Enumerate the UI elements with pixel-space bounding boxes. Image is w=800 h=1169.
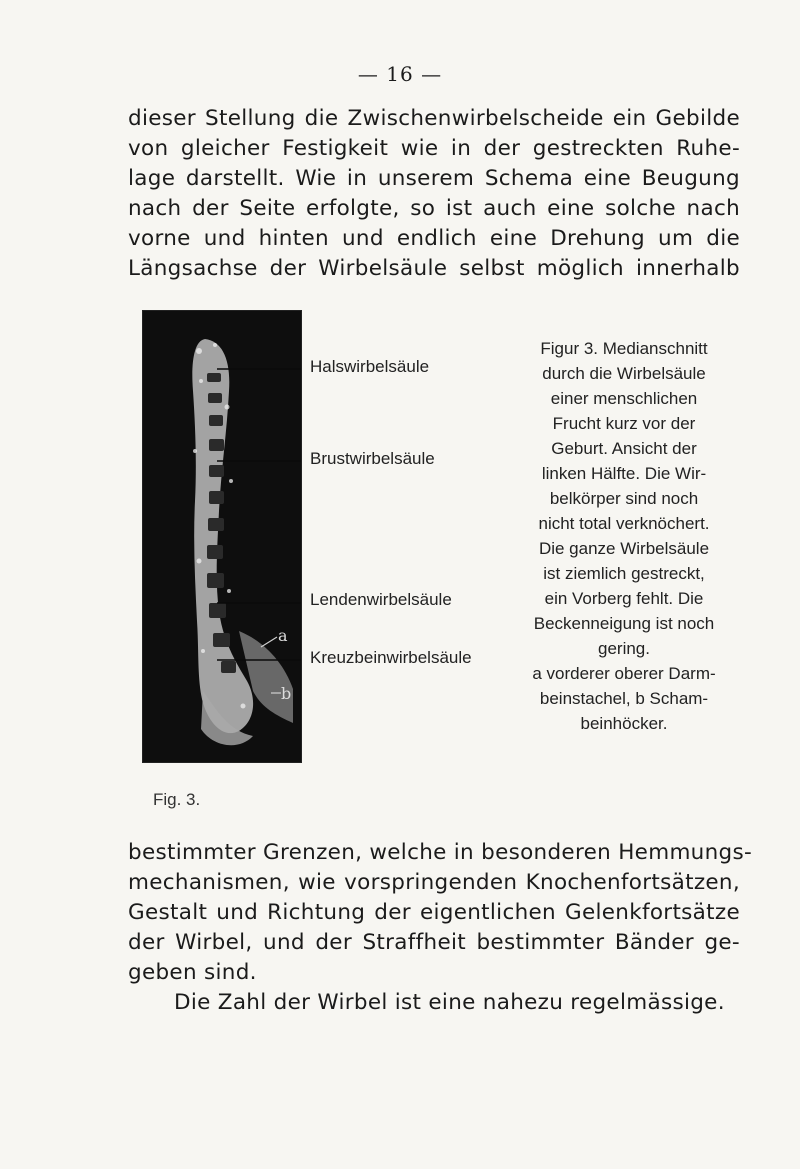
- label-lumbar: Lendenwirbelsäule: [310, 590, 452, 609]
- text-line: Gestalt und Richtung der eigentlichen Gelenkfortsätze: [128, 900, 740, 925]
- spine-illustration: [143, 311, 301, 762]
- caption-line: gering.: [598, 639, 650, 658]
- text-line: der Wirbel, und der Straffheit bestimmter Bänder ge-: [128, 930, 740, 955]
- text-line: dieser Stellung die Zwischenwirbelscheide ein Gebilde: [128, 106, 740, 131]
- figure-caption: [508, 336, 740, 736]
- figure-label: Fig. 3.: [153, 790, 201, 809]
- caption-line: beinstachel, b Scham-: [539, 689, 709, 708]
- text-line: geben sind.: [128, 960, 257, 985]
- caption-line: ist ziemlich gestreckt,: [543, 564, 705, 583]
- caption-line: ein Vorberg fehlt. Die: [544, 589, 704, 608]
- text-line-indented: Die Zahl der Wirbel ist eine nahezu regelmässige.: [174, 990, 725, 1015]
- paragraph-bottom: [128, 838, 753, 1018]
- caption-line: Beckenneigung ist noch: [533, 614, 715, 633]
- caption-line: nicht total verknöchert.: [538, 514, 710, 533]
- caption-line: Figur 3. Medianschnitt: [540, 339, 708, 358]
- caption-line: Geburt. Ansicht der: [551, 439, 697, 458]
- label-thoracic: Brustwirbelsäule: [310, 449, 435, 468]
- caption-line: beinhöcker.: [580, 714, 668, 733]
- text-line: nach der Seite erfolgte, so ist auch eine solche nach: [128, 196, 740, 221]
- label-cervical: Halswirbelsäule: [310, 357, 430, 376]
- mark-a: a: [278, 626, 288, 645]
- caption-line: Frucht kurz vor der: [552, 414, 696, 433]
- text-line: vorne und hinten und endlich eine Drehung um die: [128, 226, 740, 251]
- paragraph-top: [128, 104, 740, 284]
- caption-line: einer menschlichen: [550, 389, 698, 408]
- caption-line: belkörper sind noch: [549, 489, 699, 508]
- spine-figure: [142, 310, 302, 763]
- mark-b: b: [281, 684, 292, 703]
- text-line: Längsachse der Wirbelsäule selbst möglich innerhalb: [128, 256, 740, 281]
- text-line: bestimmter Grenzen, welche in besonderen Hemmungs-: [128, 840, 753, 865]
- caption-line: a vorderer oberer Darm-: [532, 664, 716, 683]
- spine-photo: [142, 310, 302, 763]
- page-number: — 16 —: [357, 62, 443, 86]
- caption-line: Die ganze Wirbelsäule: [538, 539, 710, 558]
- label-sacral: Kreuzbeinwirbelsäule: [310, 648, 472, 667]
- caption-line: linken Hälfte. Die Wir-: [541, 464, 707, 483]
- text-line: von gleicher Festigkeit wie in der gestreckten Ruhe-: [128, 136, 740, 161]
- text-line: mechanismen, wie vorspringenden Knochenfortsätzen,: [128, 870, 740, 895]
- caption-line: durch die Wirbelsäule: [542, 364, 706, 383]
- text-line: lage darstellt. Wie in unserem Schema eine Beugung: [128, 166, 740, 191]
